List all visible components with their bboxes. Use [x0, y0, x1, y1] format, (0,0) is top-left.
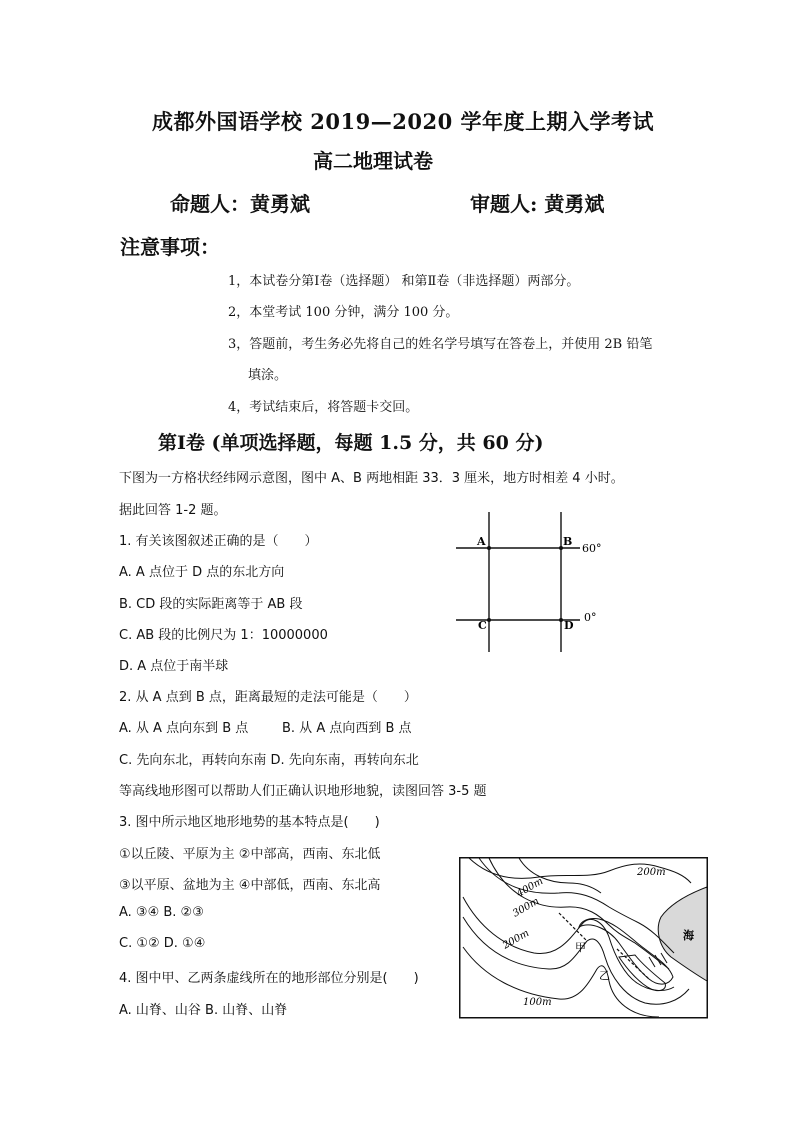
question-3-line: ③以平原、盆地为主 ④中部低，西南、东北高	[119, 878, 381, 893]
exam-subtitle: 高二地理试卷	[313, 149, 433, 173]
label-d: D	[564, 619, 574, 632]
label-100m: 100m	[523, 997, 552, 1008]
label-a: A	[477, 535, 486, 548]
question-2-option: C. 先向东北，再转向东南 D. 先向东南，再转向东北	[119, 753, 419, 768]
question-3-line: A. ③④ B. ②③	[119, 905, 204, 920]
notice-item: 4，考试结束后，将答题卡交回。	[228, 400, 419, 415]
label-yi: 乙	[599, 969, 610, 982]
label-200m-top: 200m	[637, 867, 666, 878]
question-1-stem: 1. 有关该图叙述正确的是（ ）	[119, 534, 318, 549]
label-lat-60: 60°	[582, 542, 602, 555]
point-c-marker	[487, 618, 491, 622]
label-lat-0: 0°	[584, 611, 597, 624]
label-sea: 海	[683, 929, 694, 942]
author-label: 命题人：黄勇斌	[170, 192, 310, 216]
question-4-line: A. 山脊、山谷 B. 山脊、山脊	[119, 1003, 288, 1018]
question-3-line: C. ①② D. ①④	[119, 936, 206, 951]
contour-map-figure	[459, 857, 709, 1019]
point-a-marker	[487, 546, 491, 550]
question-1-option: D. A 点位于南半球	[119, 659, 229, 674]
notice-heading: 注意事项：	[120, 235, 220, 259]
label-300m: 300m	[511, 895, 542, 920]
label-c: C	[478, 619, 487, 632]
notice-item: 2，本堂考试 100 分钟，满分 100 分。	[228, 305, 459, 320]
reviewer-label: 审题人: 黄勇斌	[470, 192, 605, 216]
graticule-figure	[450, 512, 610, 654]
question-3-line: ①以丘陵、平原为主 ②中部高，西南、东北低	[119, 847, 381, 862]
question-2-stem: 2. 从 A 点到 B 点，距离最短的走法可能是（ ）	[119, 690, 417, 705]
label-b: B	[563, 535, 573, 548]
point-d-marker	[559, 618, 563, 622]
intro-text-2: 等高线地形图可以帮助人们正确认识地形地貌，读图回答 3-5 题	[119, 784, 487, 799]
question-2-option: B. 从 A 点向西到 B 点	[282, 721, 412, 736]
notice-item: 3，答题前，考生务必先将自己的姓名学号填写在答卷上，并使用 2B 铅笔	[228, 337, 653, 352]
notice-item: 填涂。	[248, 368, 288, 383]
exam-title: 成都外国语学校 2019—2020 学年度上期入学考试	[152, 109, 655, 134]
question-3-stem: 3. 图中所示地区地形地势的基本特点是( )	[119, 815, 380, 830]
label-jia: 甲	[575, 941, 586, 954]
question-1-option: A. A 点位于 D 点的东北方向	[119, 565, 285, 580]
question-1-option: C. AB 段的比例尺为 1：10000000	[119, 628, 328, 643]
question-1-option: B. CD 段的实际距离等于 AB 段	[119, 597, 303, 612]
label-200m-left: 200m	[501, 927, 532, 952]
intro-text: 据此回答 1-2 题。	[119, 503, 227, 518]
question-4-stem: 4. 图中甲、乙两条虚线所在的地形部位分别是( )	[119, 971, 419, 986]
section-heading: 第Ⅰ卷 (单项选择题，每题 1.5 分，共 60 分)	[158, 432, 544, 454]
notice-item: 1，本试卷分第Ⅰ卷（选择题） 和第Ⅱ卷（非选择题）两部分。	[228, 274, 580, 289]
label-400m: 400m	[515, 875, 546, 900]
question-2-option: A. 从 A 点向东到 B 点	[119, 721, 249, 736]
intro-text: 下图为一方格状经纬网示意图，图中 A、B 两地相距 33．3 厘米，地方时相差 4 小时。	[119, 471, 624, 486]
